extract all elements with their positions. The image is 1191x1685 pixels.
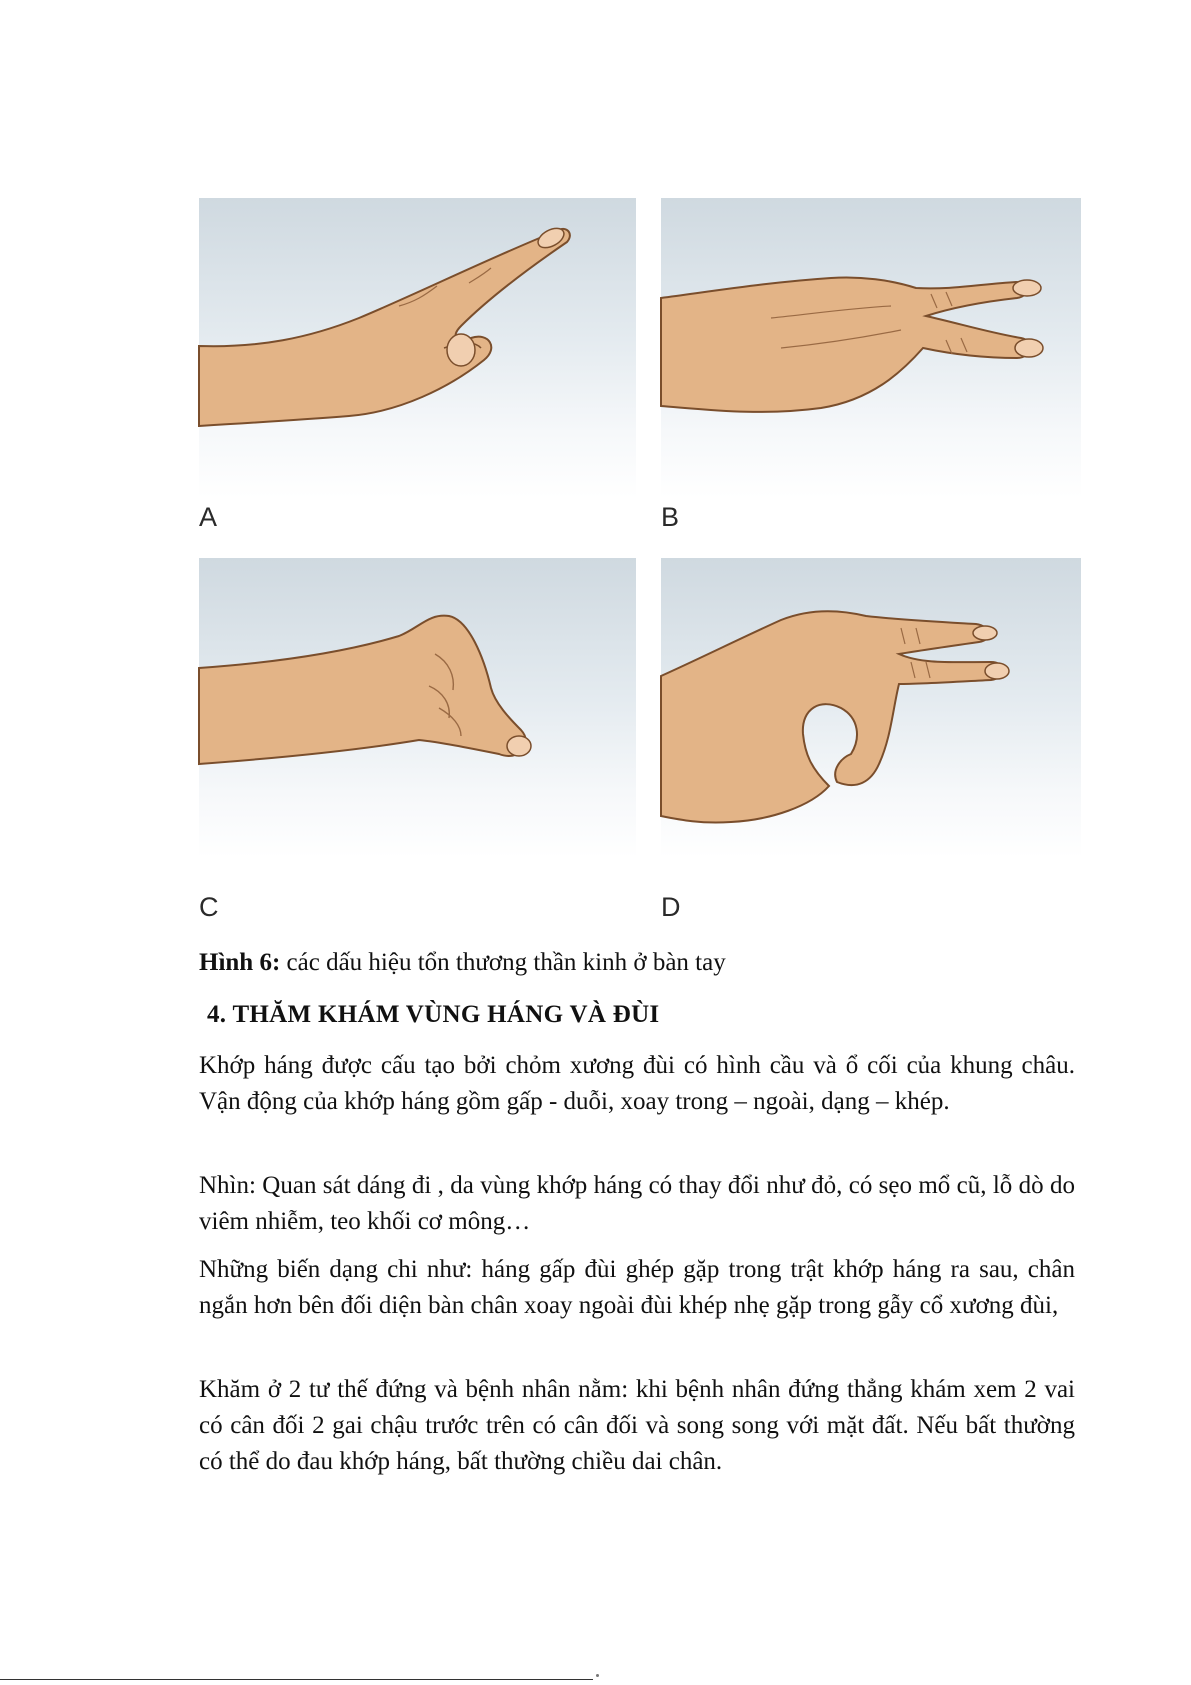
paragraph-deformities: Những biến dạng chi như: háng gấp đùi ghép gặp trong trật khớp háng ra sau, chân ngắn hơn bên đối diện bàn chân xoay ngoài đùi khép nhẹ gặp trong gẫy cổ xương đùi, — [199, 1256, 1075, 1319]
panel-label-d: D — [661, 892, 681, 922]
panel-label-c: C — [199, 892, 219, 922]
caption-prefix: Hình 6: — [199, 949, 281, 976]
caption-text: các dấu hiệu tổn thương thần kinh ở bàn tay — [280, 949, 726, 976]
hand-fist-icon — [199, 558, 636, 858]
section-heading: 4. THĂM KHÁM VÙNG HÁNG VÀ ĐÙI — [207, 1001, 660, 1028]
paragraph-inspection: Nhìn: Quan sát dáng đi , da vùng khớp háng có thay đổi như đỏ, có sẹo mổ cũ, lỗ dò do viêm nhiễm, teo khối cơ mông… — [199, 1172, 1075, 1235]
figure-panel-a — [199, 198, 636, 532]
panel-label-a: A — [199, 502, 218, 532]
footer-dot — [596, 1674, 599, 1677]
figure-panel-b — [661, 198, 1081, 532]
paragraph-examination-positions: Khăm ở 2 tư thế đứng và bệnh nhân nằm: khi bệnh nhân đứng thẳng khám xem 2 vai có cân đối 2 gai chậu trước trên có cân đối và song song với mặt đất. Nếu bất thường có thể do đau khớp háng, bất thường chiều dai chân. — [199, 1376, 1075, 1475]
paragraph-hip-anatomy: Khớp háng được cấu tạo bởi chỏm xương đùi có hình cầu và ổ cối của khung châu. Vận động của khớp háng gồm gấp - duỗi, xoay trong – ngoài, dạng – khép. — [199, 1052, 1075, 1115]
hand-two-fingers-icon — [661, 198, 1081, 498]
hand-ok-sign-icon — [661, 558, 1081, 858]
figure-panel-c — [199, 558, 636, 922]
figure-panel-d — [661, 558, 1081, 922]
figure-caption — [199, 948, 726, 978]
footer-divider — [0, 1679, 593, 1680]
hand-pointing-extended-icon — [199, 198, 636, 498]
panel-label-b: B — [661, 502, 680, 532]
